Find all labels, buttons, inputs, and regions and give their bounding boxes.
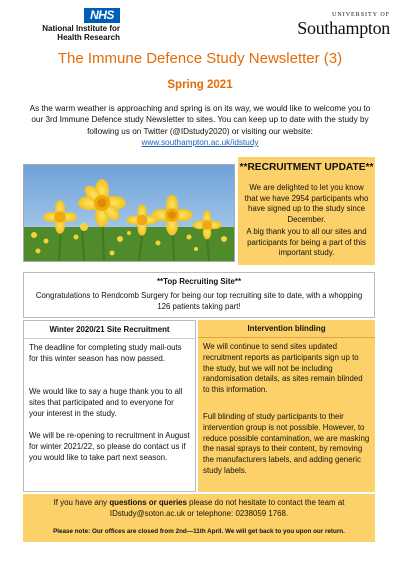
intervention-blinding-box: [198, 320, 375, 492]
website-link[interactable]: www.southampton.ac.uk/idstudy: [141, 137, 259, 147]
nihr-line-1: National Institute for: [42, 24, 120, 33]
recruitment-update-text: We are delighted to let you know that we have 2954 participants who have signed up to the study since December.: [244, 183, 369, 224]
nhs-logo: NHS: [84, 8, 120, 23]
contact-text: [27, 497, 371, 519]
university-label: UNIVERSITY OF: [332, 12, 390, 18]
blinding-para-2: Full blinding of study participants to their intervention group is not possible. However, to reduce possible contamination, we are masking the nasal sprays to their content, by removing the manufacturers labels, and adding generic study labels.: [203, 412, 370, 475]
contact-pre: If you have any: [53, 498, 110, 507]
nihr-line-2: Health Research: [57, 33, 120, 42]
winter-para-2: We would like to say a huge thank you to all sites that participated and to everyone for your interest in the study.: [29, 387, 183, 418]
newsletter-subtitle: Spring 2021: [167, 79, 233, 91]
blinding-para-1: We will continue to send sites updated recruitment reports as participants sign up to the study, but we will not be including randomisation details, as sites remain blinded to this information.: [203, 342, 363, 395]
daffodils-image: [23, 164, 235, 262]
winter-para-3: We will be re-opening to recruitment in August for winter 2021/22, so please do contact us if you would like to take part next season.: [29, 431, 190, 462]
contact-footer: [23, 494, 375, 542]
winter-para-1: The deadline for completing study mail-outs for this winter season has now passed.: [29, 343, 182, 363]
recruitment-update-heading: **RECRUITMENT UPDATE**: [239, 162, 374, 173]
recruitment-update-box: [238, 157, 375, 265]
top-recruiting-site-box: [23, 272, 375, 318]
university-name: Southampton: [297, 18, 390, 38]
nihr-name: [8, 24, 120, 42]
winter-recruitment-heading: Winter 2020/21 Site Recruitment: [24, 321, 195, 339]
intervention-blinding-heading: Intervention blinding: [198, 320, 375, 338]
winter-recruitment-box: [23, 320, 196, 492]
office-closure-note: Please note: Our offices are closed from 2nd—11th April. We will get back to you upon our return.: [53, 528, 345, 535]
contact-bold: questions or queries: [109, 498, 187, 507]
top-site-text: Congratulations to Rendcomb Surgery for being our top recruiting site to date, with a whopping 126 patients taking part!: [35, 291, 363, 311]
contact-post: please do not hesitate to contact the team at IDstudy@soton.ac.uk or telephone: 0238059 1768.: [109, 498, 345, 518]
top-site-heading: **Top Recruiting Site**: [156, 277, 242, 286]
recruitment-thanks-text: A big thank you to all our sites and participants for being a part of this important study.: [246, 227, 367, 258]
intro-paragraph: [26, 103, 374, 148]
newsletter-title: The Immune Defence Study Newsletter (3): [57, 50, 343, 67]
university-logo: [297, 12, 390, 37]
intro-text: As the warm weather is approaching and spring is on its way, we would like to welcome you to our 3rd Immune Defence study Newsletter to sites. You can keep up to date with the study by following us on Twitter (@IDstudy2020) or visiting our website:: [29, 104, 371, 136]
